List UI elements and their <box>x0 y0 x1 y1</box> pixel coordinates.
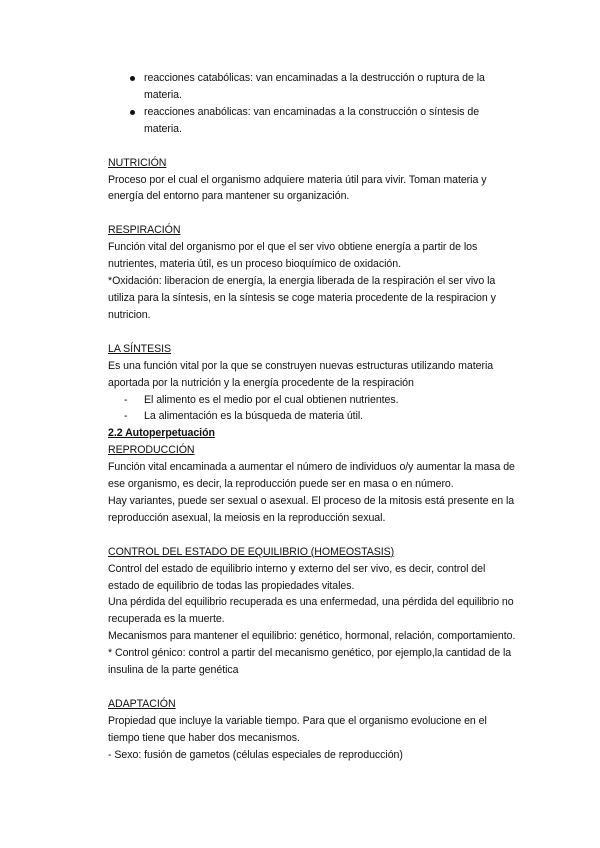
paragraph-homeostasis-3: Mecanismos para mantener el equilibrio: genético, hormonal, relación, comportamiento. <box>108 630 516 643</box>
paragraph-homeostasis-2: Una pérdida del equilibrio recuperada es una enfermedad, una pérdida del equilibrio no recuperada es la muerte. <box>108 596 514 626</box>
heading-respiracion: RESPIRACIÓN <box>108 224 181 237</box>
paragraph-adaptacion: Propiedad que incluye la variable tiempo. Para que el organismo evolucione en el tiempo tiene que haber dos mecanismos. <box>108 714 487 744</box>
heading-sintesis: LA SÍNTESIS <box>108 342 172 355</box>
sintesis-dash-list <box>108 392 518 426</box>
note-oxidacion: *Oxidación: liberacion de energía, la energia liberada de la respiración el ser vivo la utiliza para la síntesis, en la síntesis se coge materia procedente de la respiracion y nutricion. <box>108 275 496 321</box>
paragraph-reproduccion-1: Función vital encaminada a aumentar el número de individuos o/y aumentar la masa de ese organismo, es decir, la reproducción puede ser en masa o en número. <box>108 461 515 491</box>
bullet-item-anabolic <box>108 104 518 138</box>
dash-marker: - <box>124 393 128 406</box>
bullet-text: reacciones catabólicas: van encaminadas a la destrucción o ruptura de la materia. <box>144 72 485 101</box>
heading-nutricion: NUTRICIÓN <box>108 156 167 169</box>
bullet-dot-icon <box>130 110 135 115</box>
bullet-item-catabolic <box>108 70 518 104</box>
dash-item-alimentacion <box>108 408 518 425</box>
dash-text: El alimento es el medio por el cual obtienen nutrientes. <box>144 393 399 406</box>
paragraph-reproduccion-2: Hay variantes, puede ser sexual o asexual. El proceso de la mitosis está presente en la reproducción asexual, la meiosis en la reproducción sexual. <box>108 494 515 524</box>
dash-text: La alimentación es la búsqueda de materia útil. <box>144 410 364 423</box>
document-content <box>108 70 518 764</box>
paragraph-homeostasis-1: Control del estado de equilibrio interno y externo del ser vivo, es decir, control del estado de equilibrio de todas las propiedades vitales. <box>108 562 486 592</box>
paragraph-nutricion: Proceso por el cual el organismo adquiere materia útil para vivir. Toman materia y energía del entorno para mantener su organización. <box>108 173 487 203</box>
heading-homeostasis: CONTROL DEL ESTADO DE EQUILIBRIO (HOMEOSTASIS) <box>108 545 395 558</box>
paragraph-sintesis: Es una función vital por la que se construyen nuevas estructuras utilizando materia aportada por la nutrición y la energía procedente de la respiración <box>108 359 494 389</box>
dash-marker: - <box>124 410 128 423</box>
adaptacion-item-sexo: - Sexo: fusión de gametos (células especiales de reproducción) <box>108 748 403 761</box>
heading-adaptacion: ADAPTACIÓN <box>108 698 176 710</box>
heading-autoperpetuacion: 2.2 Autoperpetuación <box>108 427 215 440</box>
dash-item-alimento <box>108 392 518 409</box>
bullet-text: reacciones anabólicas: van encaminadas a la construcción o síntesis de materia. <box>144 105 480 135</box>
reaction-bullet-list <box>108 70 518 138</box>
paragraph-respiracion: Función vital del organismo por el que el ser vivo obtiene energía a partir de los nutrientes, materia útil, es un proceso bioquímico de oxidación. <box>108 241 478 271</box>
bullet-dot-icon <box>130 76 135 81</box>
heading-reproduccion: REPRODUCCIÓN <box>108 444 195 457</box>
note-control-genico: * Control génico: control a partir del mecanismo genético, por ejemplo,la cantidad de la insulina de la parte genética <box>108 647 512 677</box>
